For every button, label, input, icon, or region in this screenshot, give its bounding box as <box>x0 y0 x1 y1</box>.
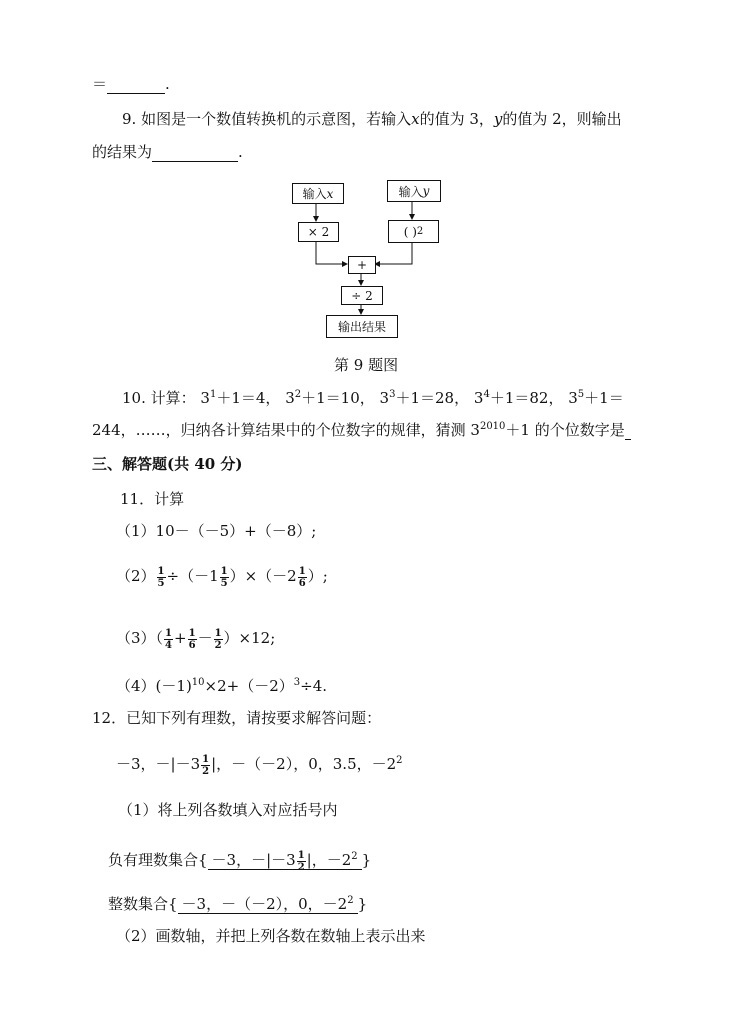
integer-set-label: 整数集合{ <box>108 895 178 913</box>
q11-p3-end: ）×12; <box>223 629 276 647</box>
integer-set-close: } <box>357 895 368 913</box>
input-y-box <box>387 180 441 202</box>
square-label: ( ) <box>403 224 417 239</box>
q9-period: . <box>238 143 243 161</box>
fraction: $\frac{1}{6}$ <box>298 565 306 589</box>
plus-label: + <box>356 258 368 272</box>
q11-p3-op2: － <box>197 629 213 647</box>
flow-connectors <box>0 0 737 360</box>
fraction: $\frac{1}{2}$ <box>297 849 305 873</box>
fraction: $\frac{1}{5}$ <box>220 565 228 589</box>
q12-numbers-b: |，－（－2），0，3.5，－2 <box>211 755 397 773</box>
divide-2-box <box>341 286 383 305</box>
plus-box <box>348 256 376 274</box>
question-10-line-2 <box>92 420 631 440</box>
q10-item-3: $3^3+1=28$， <box>379 389 470 407</box>
arrow-square-to-plus <box>375 242 412 264</box>
fraction: $\frac{1}{5}$ <box>157 565 165 589</box>
input-y-label: 输入 <box>398 184 423 199</box>
input-x-var: x <box>326 186 334 201</box>
q10-item-2: $3^2+1=10$， <box>285 389 375 407</box>
q11-p4-a: （4）(－1) <box>116 677 192 695</box>
negative-set-line <box>108 842 371 878</box>
answer-blank-q10[interactable] <box>625 422 631 440</box>
q12-numbers-exp: 2 <box>396 755 403 766</box>
arrow-times2-to-plus <box>316 240 347 264</box>
negative-set-close: } <box>361 851 372 869</box>
q11-p3-op1: + <box>174 629 187 647</box>
q9-text-1: 9. 如图是一个数值转换机的示意图，若输入 <box>122 110 412 128</box>
q9-text-2: 的值为 3， <box>419 110 494 128</box>
q10-item-4: $3^4+1=82$， <box>473 389 564 407</box>
q12-part-2: （2）画数轴，并把上列各数在数轴上表示出来 <box>116 927 426 945</box>
fraction: $\frac{1}{6}$ <box>188 627 196 651</box>
q10-item-1: $3^1+1=4$， <box>200 389 281 407</box>
integer-set-line <box>108 894 367 914</box>
q12-part-1: （1）将上列各数填入对应括号内 <box>118 801 338 819</box>
figure-caption: 第 9 题图 <box>334 356 399 374</box>
q11-p2-end: ）; <box>307 567 328 585</box>
output-box <box>326 315 398 338</box>
q11-p4-exp1: 10 <box>191 677 205 688</box>
var-y: y <box>493 110 503 128</box>
q9-text-4: 的结果为 <box>92 143 153 161</box>
q12-numbers-a: －3，－|－3 <box>116 755 201 773</box>
q11-p2-op2: ）×（－2 <box>229 567 297 585</box>
q11-part-2 <box>116 558 328 594</box>
q10-text-b: ＋1 的个位数字是 <box>505 421 625 439</box>
fraction: $\frac{1}{2}$ <box>202 753 210 777</box>
q10-item-5: $3^5+1=$ <box>568 389 624 407</box>
times-2-label: × 2 <box>307 225 330 239</box>
input-x-box <box>292 183 344 204</box>
times-2-box <box>298 222 339 242</box>
period: . <box>165 75 170 93</box>
divide-2-label: ÷ 2 <box>351 288 373 303</box>
fraction: $\frac{1}{4}$ <box>165 627 173 651</box>
question-12-title: 12．已知下列有理数，请按要求解答问题： <box>92 709 382 727</box>
equals-sign: ＝ <box>92 75 108 93</box>
q11-p4-b: ×2+（－2） <box>204 677 294 695</box>
square-box: ( ) 2 <box>388 220 439 243</box>
q10-text-a: 244，……，归纳各计算结果中的个位数字的规律，猜测 3 <box>92 421 480 439</box>
q11-part-3 <box>116 620 275 656</box>
q10-prefix: 10. 计算： <box>122 389 196 407</box>
fraction: $\frac{1}{2}$ <box>214 627 222 651</box>
output-label: 输出结果 <box>337 320 386 334</box>
q11-p4-c: ÷4. <box>300 677 328 695</box>
q10-exponent: 2010 <box>479 421 506 432</box>
q11-p4-exp2: 3 <box>293 677 301 688</box>
integer-set-answer[interactable]: －3，－（－2），0，$-2^2$ <box>178 895 358 914</box>
q11-part-1: （1）10－（－5）+（－8）; <box>116 522 317 540</box>
var-x: x <box>411 110 420 128</box>
q9-text-3: 的值为 2，则输出 <box>502 110 622 128</box>
q11-part-4 <box>116 676 327 696</box>
question-10-line-1 <box>122 388 624 408</box>
q12-numbers <box>116 746 403 782</box>
q11-p2-op1: ÷（－1 <box>166 567 219 585</box>
question-11-title: 11．计算 <box>120 490 185 508</box>
section-3-title: 三、解答题(共 40 分) <box>92 455 243 473</box>
q11-p2-label: （2） <box>116 567 156 585</box>
input-y-var: y <box>422 184 430 198</box>
negative-set-answer[interactable]: －3，－|－3 $\frac{1}{2}$ |，$-2^2$ <box>208 851 362 870</box>
input-x-label: 输入 <box>302 187 327 201</box>
negative-set-label: 负有理数集合{ <box>108 851 208 869</box>
q11-p3-label: （3）（ <box>116 629 164 647</box>
